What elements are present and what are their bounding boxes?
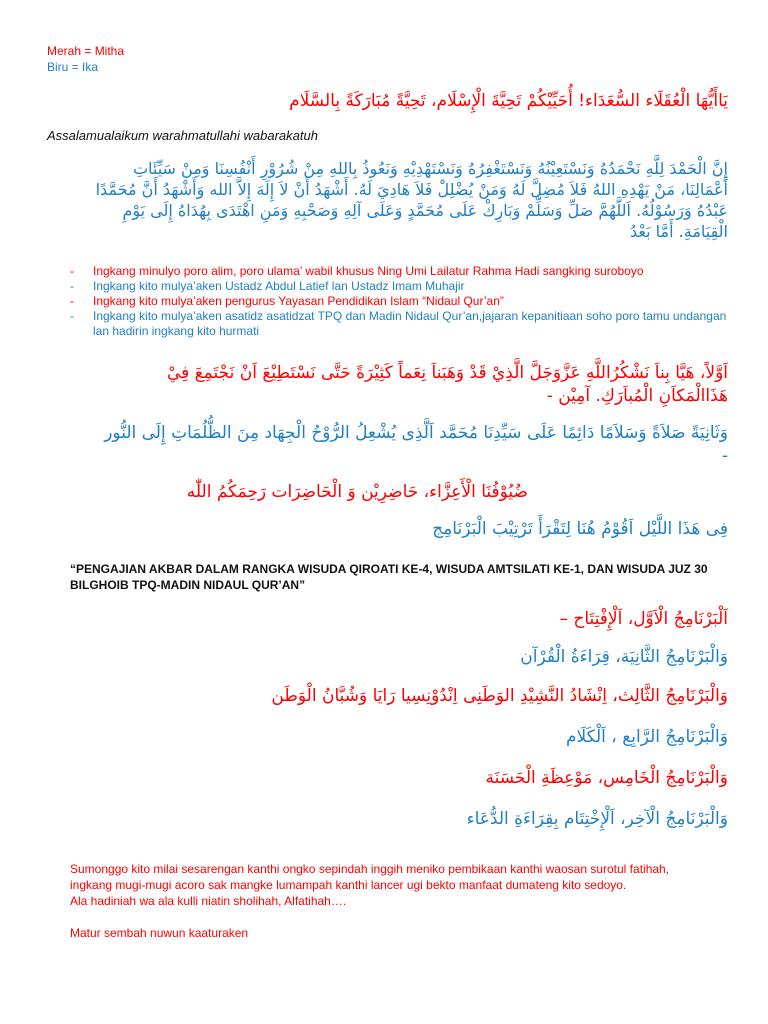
closing-thanks: Matur sembah nuwun kaaturaken bbox=[70, 926, 249, 940]
list-dash: - bbox=[70, 309, 74, 323]
list-dash: - bbox=[70, 294, 74, 308]
program-6: وَالْبَرْنَامِجُ الْآخِر، اَلْإِخْتِتَام بِقِرَاءَةِ الدُّعَاء bbox=[466, 809, 728, 829]
fi-hadza-arabic: فِى هَذَا اللَّيْل اَقُوْمُ هُنَا لِتَقْرَأَ تَرْتِيْبَ الْبَرْنَامِج bbox=[432, 519, 728, 539]
program-2: وَالْبَرْنَامِجُ الثَّانِيَة، قِرَاءَةُ الْقُرْآن bbox=[520, 647, 728, 667]
respect-item-3 bbox=[70, 294, 730, 309]
legend-red: Merah = Mitha bbox=[47, 44, 125, 58]
respect-item-text: Ingkang kito mulya’aken pengurus Yayasan Pendidikan Islam “Nidaul Qur’an” bbox=[93, 294, 504, 308]
dhuyufuna-arabic: ضُيُوْفُنَا الْأَعِزَّاء، حَاضِرِيْن وَ الْحَاضِرَات رَحِمَكُمُ اللّٰه bbox=[186, 482, 528, 502]
respect-item-2 bbox=[70, 279, 730, 294]
opening-greeting-arabic: يَاأَيُّهَا الْعُقَلَاء السُّعَدَاء! أُحَيِّيْكُمْ تَحِيَّةَ الْإِسْلَام، تَحِيَّةً مُبَارَكَةً بِالسَّلَام bbox=[289, 91, 728, 111]
respect-item-text: Ingkang kito mulya’aken asatidz asatidzat TPQ dan Madin Nidaul Qur’an,jajaran kepanitiaan soho poro tamu undangan lan hadirin ingkang kito hurmati bbox=[93, 309, 727, 338]
program-5: وَالْبَرْنَامِجُ الْخَامِس، مَوْعِظَةِ الْحَسَنَة bbox=[485, 768, 728, 788]
respect-item-text: Ingkang kito mulya’aken Ustadz Abdul Latief lan Ustadz Imam Muhajir bbox=[93, 279, 465, 293]
list-dash: - bbox=[70, 279, 74, 293]
event-title: “PENGAJIAN AKBAR DALAM RANGKA WISUDA QIROATI KE-4, WISUDA AMTSILATI KE-1, DAN WISUDA JUZ 30 BILGHOIB TPQ-MADIN NIDAUL QUR’AN” bbox=[70, 562, 708, 592]
list-dash: - bbox=[70, 264, 74, 278]
respect-item-text: Ingkang minulyo poro alim, poro ulama’ wabil khusus Ning Umi Lailatur Rahma Hadi sangking suroboyo bbox=[93, 264, 644, 278]
tsaniyan-arabic: وَثَانِيَةً صَلاَةً وَسَلاَمًا دَائِمًا عَلَى سَيِّدِنَا مُحَمَّد اَلَّذِى يُشْعِلُ الرُّوْحُ الْجِهَاد مِنَ الظُّلُمَاتِ إِلَى النُّور - bbox=[104, 423, 728, 466]
spacer bbox=[70, 909, 750, 925]
respect-item-1 bbox=[70, 264, 730, 279]
salam-latin: Assalamualaikum warahmatullahi wabarakatuh bbox=[47, 128, 318, 143]
muqaddimah-arabic: إِنَّ الْحَمْدَ لِلَّهِ نَحْمَدُهُ وَنَسْتَعِيْنُهُ وَنَسْتَغْفِرُهُ وَنَسْتَهْدِيْهِ وَنَعُوذُ بِاللهِ مِنْ شُرُوْرِ أَنْفُسِنَا وَمِنْ سَيِّئَاتِ أَعْمَالِنَا، مَنْ يَهْدِهِ اللهُ فَلاَ مُضِلَّ لَهُ وَمَنْ يُضْلِلْ فَلاَ هَادِيَ لَهُ. أَشْهَدُ أَنْ لاَ إِلَهَ إِلاَّ الله وَأَشْهَدُ أَنَّ مُحَمَّدًا عَبْدُهُ وَرَسُوْلُهُ. اَللَّهُمَّ صَلِّ وَسَلِّمْ وَبَارِكْ عَلَى مُحَمَّدٍ وَعَلَى آلِهِ وَصَحْبِهِ وَمَنِ اهْتَدَى بِهُدَاهُ إِلَى يَوْمِ الْقِيَامَةِ. أَمَّا بَعْدُ bbox=[95, 159, 728, 241]
program-4: وَالْبَرْنَامِجُ الرَّابِع ، اَلْكَلَام bbox=[565, 727, 728, 747]
program-1: اَلْبَرْنَامِجُ الْاَوَّل، اَلْإِفْتِتَاح – bbox=[559, 609, 728, 629]
legend-blue: Biru = Ika bbox=[47, 60, 99, 74]
program-3: وَالْبَرْنَامِجُ الثَّالِث، اِنْشَادُ النَّشِيْدِ الوَطَنِى اِنْدُوْنِسِيا رَايَا وَشُبَّانُ الْوَطَن bbox=[271, 686, 728, 706]
closing-line-3: Ala hadiniah wa ala kulli niatin sholihah, Alfatihah…. bbox=[70, 894, 347, 908]
closing-line-1: Sumonggo kito milai sesarengan kanthi ongko sepindah inggih meniko pembikaan kanthi waosan surotul fatihah, bbox=[70, 862, 670, 876]
awwalan-arabic: اَوَّلاً، هَيَّا بِناَ نَشْكُرُاللَّهِ عَزَّوَجَلَّ الَّذِيْ قَدْ وَهَبَناَ نِعَماً كَثِيْرَةً حَتَّى نَسْتَطِيْعَ اَنْ نَجْتَمِعَ فِيْ هَذَاالْمَكاَنِ الْمُباَرَكِ. آمِيْن - bbox=[166, 363, 728, 406]
closing-line-2: ingkang mugi-mugi acoro sak mangke lumampah kanthi lancer ugi bekto manfaat dumateng kito sedoyo. bbox=[70, 878, 627, 892]
respects-list bbox=[70, 264, 730, 339]
closing-paragraph bbox=[70, 861, 750, 941]
respect-item-4 bbox=[70, 309, 730, 339]
